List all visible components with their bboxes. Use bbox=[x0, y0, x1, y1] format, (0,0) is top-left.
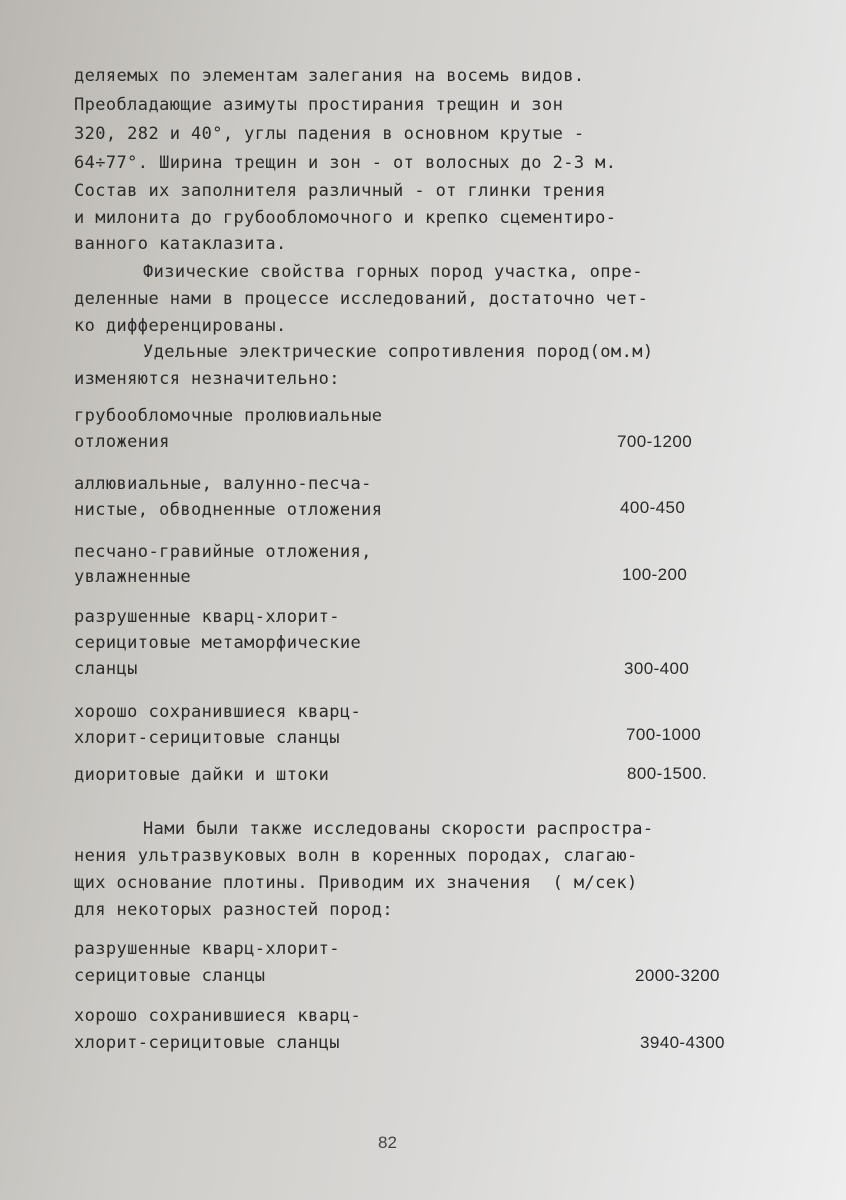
text-line: деляемых по элементам залегания на восемь видов. bbox=[74, 66, 585, 86]
text-line: изменяются незначительно: bbox=[74, 369, 340, 389]
text-line: 64÷77°. Ширина трещин и зон - от волосных до 2-3 м. bbox=[74, 153, 617, 173]
text-line: деленные нами в процессе исследований, достаточно чет- bbox=[74, 289, 649, 309]
row-label: грубообломочные пролювиальные bbox=[74, 406, 383, 426]
row-value: 700-1000 bbox=[626, 725, 702, 744]
row-value: 300-400 bbox=[624, 659, 690, 678]
text-line: ко дифференцированы. bbox=[74, 316, 287, 336]
text-line: Состав их заполнителя различный - от глинки трения bbox=[74, 181, 606, 201]
row-label: хорошо сохранившиеся кварц- bbox=[74, 1006, 362, 1026]
text-line: нения ультразвуковых волн в коренных породах, слагаю- bbox=[74, 846, 638, 866]
row-value: 100-200 bbox=[622, 565, 688, 584]
row-label: песчано-гравийные отложения, bbox=[74, 542, 372, 562]
row-label: диоритовые дайки и штоки bbox=[74, 765, 330, 785]
text-line: Преобладающие азимуты простирания трещин и зон bbox=[74, 95, 564, 115]
row-label: аллювиальные, валунно-песча- bbox=[74, 474, 372, 494]
text-line: щих основание плотины. Приводим их значения ( м/сек) bbox=[74, 873, 638, 893]
row-label: хлорит-серицитовые сланцы bbox=[74, 1033, 340, 1053]
row-value: 400-450 bbox=[620, 498, 686, 517]
text-line: и милонита до грубообломочного и крепко сцементиро- bbox=[74, 208, 617, 228]
row-value: 700-1200 bbox=[617, 432, 693, 451]
text-line: Нами были также исследованы скорости распростра- bbox=[143, 819, 654, 839]
row-label: нистые, обводненные отложения bbox=[74, 500, 383, 520]
row-label: серицитовые сланцы bbox=[74, 966, 266, 986]
text-line: 320, 282 и 40°, углы падения в основном крутые - bbox=[74, 124, 585, 144]
row-label: разрушенные кварц-хлорит- bbox=[74, 607, 340, 627]
row-label: серицитовые метаморфические bbox=[74, 633, 362, 653]
row-label: хлорит-серицитовые сланцы bbox=[74, 728, 340, 748]
page-number: 82 bbox=[378, 1133, 397, 1152]
row-value: 3940-4300 bbox=[640, 1033, 725, 1052]
row-value: 800-1500. bbox=[627, 764, 708, 783]
row-label: отложения bbox=[74, 432, 170, 452]
row-label: сланцы bbox=[74, 659, 138, 679]
text-line: Физические свойства горных пород участка, опре- bbox=[143, 262, 643, 282]
row-label: увлажненные bbox=[74, 567, 191, 587]
text-line: Удельные электрические сопротивления пород(ом.м) bbox=[143, 342, 654, 362]
row-label: хорошо сохранившиеся кварц- bbox=[74, 702, 362, 722]
text-line: для некоторых разностей пород: bbox=[74, 900, 394, 920]
row-value: 2000-3200 bbox=[635, 966, 720, 985]
text-line: ванного катаклазита. bbox=[74, 234, 287, 254]
row-label: разрушенные кварц-хлорит- bbox=[74, 939, 340, 959]
